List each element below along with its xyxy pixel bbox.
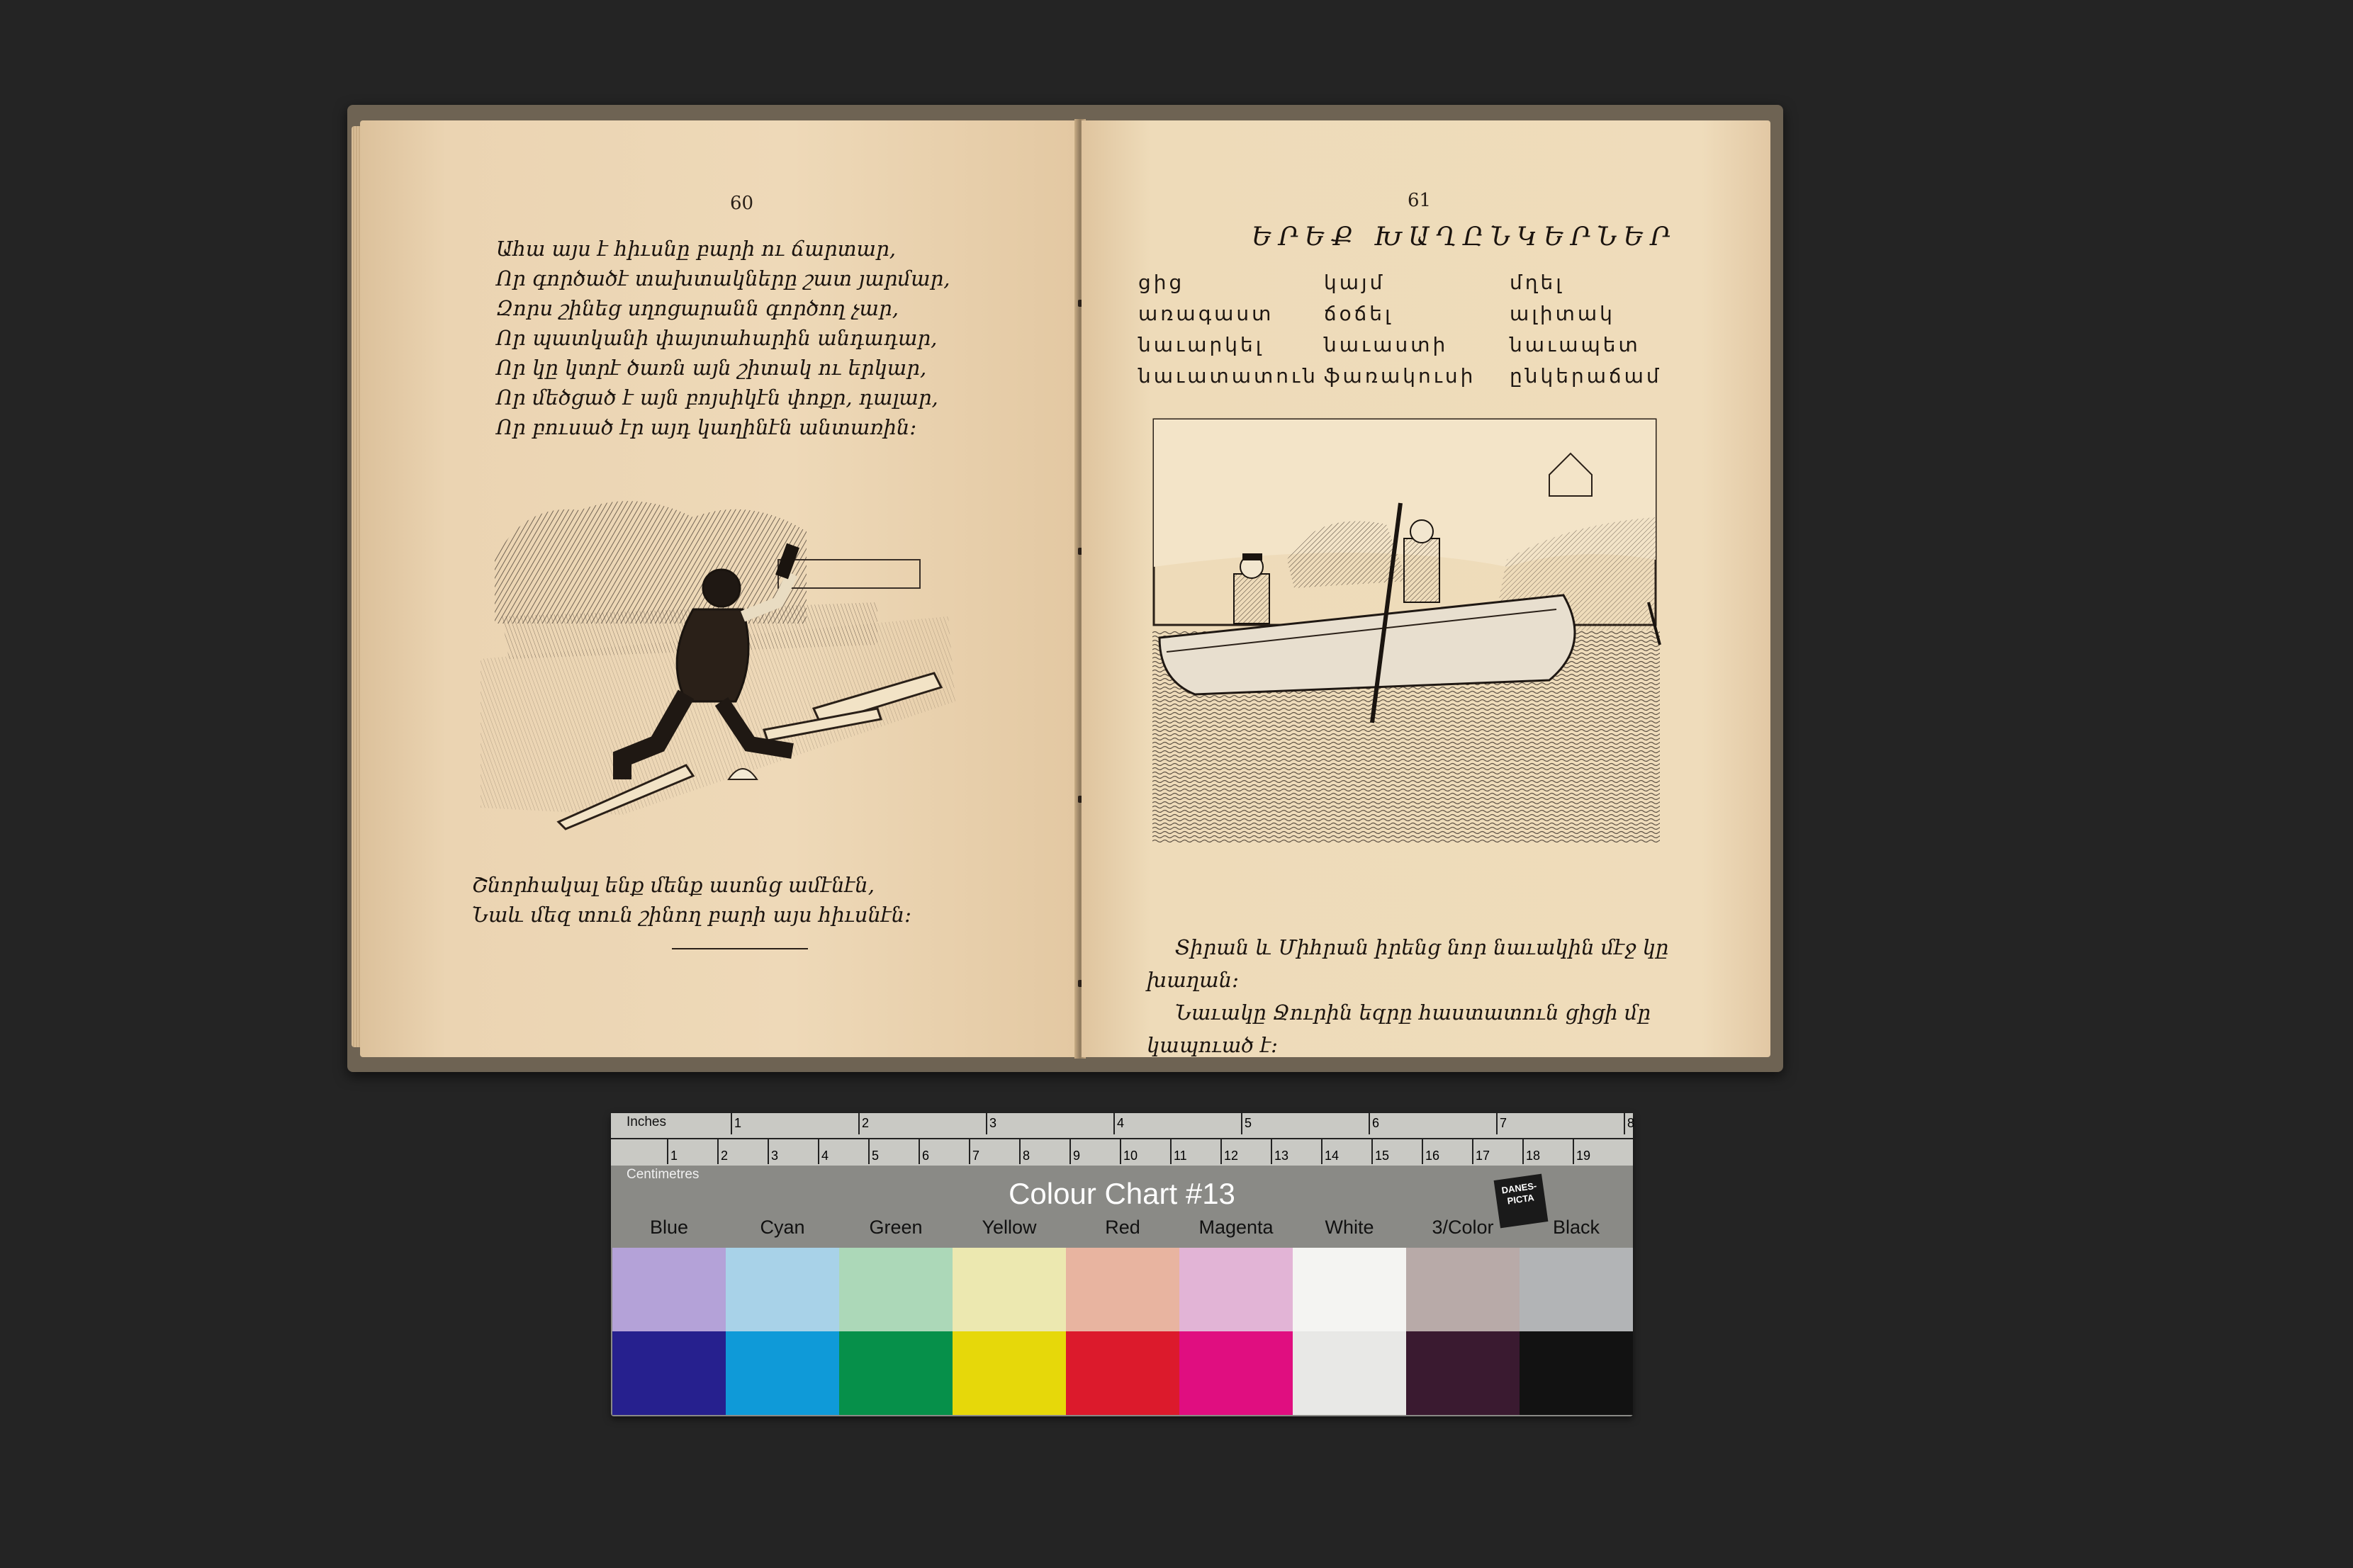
carpenter-illustration [481,475,977,822]
vocab-word: նաւաստի [1324,333,1449,356]
cm-label: 5 [872,1149,880,1163]
poem-line: Որ կը կտրէ ծառն այն շիտակ ու երկար, [496,356,927,380]
swatch-light [1179,1248,1293,1331]
right-page [1082,120,1770,1057]
vocab-word: ցից [1138,271,1185,294]
swatch-label: Blue [649,1217,689,1238]
swatch-label: Cyan [760,1217,805,1238]
closing-line: Շնորհակալ ենք մենք ասոնց ամէնէն, [472,873,875,897]
boat-illustration [1152,418,1660,843]
cm-label: 8 [1023,1149,1031,1163]
inch-label: 1 [734,1116,742,1130]
left-page [360,120,1079,1057]
cm-label: 1 [670,1149,678,1163]
inch-label: 2 [862,1116,870,1130]
vocab-word: ընկերաճամ [1510,364,1662,388]
swatch-light [1293,1248,1406,1331]
centimetres-label: Centimetres [627,1167,700,1182]
poem-line: Որ մեծցած է այն բոյսիկէն փոքր, դալար, [496,385,938,410]
swatch-label: 3/Color [1432,1217,1494,1238]
cm-label: 2 [721,1149,729,1163]
story-line: Տիրան և Միհրան իրենց նոր նաւակին մէջ կը [1175,935,1669,959]
swatch-light [953,1248,1066,1331]
swatch-dark [1406,1331,1520,1415]
page-number-right: 61 [1408,190,1432,211]
vocab-word: մղել [1510,271,1564,294]
closing-line: Նաև մեզ տուն շինող բարի այս հիւսնէն։ [472,903,911,927]
cm-label: 9 [1073,1149,1081,1163]
swatch-label: Red [1105,1217,1140,1238]
story-line: կապուած է։ [1147,1033,1279,1057]
swatch-label: Magenta [1198,1217,1274,1238]
vocab-word: առագաստ [1138,302,1274,325]
swatch-light [1520,1248,1633,1331]
swatch-dark [612,1331,726,1415]
swatch-dark [1520,1331,1633,1415]
vocabulary-grid [1138,269,1666,390]
swatch-dark [839,1331,953,1415]
inch-label: 4 [1117,1116,1125,1130]
ruler [611,1113,1635,1182]
cm-label: 18 [1526,1149,1541,1163]
vocab-word: նաւապետ [1510,333,1641,356]
vocab-word: նաւարկել [1138,333,1264,356]
poem-line: Որ պատկանի փայտահարին անդադար, [496,326,938,350]
cm-label: 6 [922,1149,930,1163]
colour-chart [611,1113,1633,1416]
cm-label: 11 [1174,1149,1187,1163]
swatch-dark [1066,1331,1179,1415]
cm-label: 19 [1576,1149,1591,1163]
swatch-dark [1293,1331,1406,1415]
cm-label: 12 [1224,1149,1239,1163]
inches-label: Inches [627,1115,666,1129]
swatch-label: White [1325,1217,1374,1238]
vocab-word: նաւատատուն [1138,364,1318,388]
cm-label: 10 [1123,1149,1138,1163]
cm-label: 17 [1476,1149,1490,1163]
vocab-word: կայմ [1324,271,1386,294]
cm-label: 15 [1375,1149,1390,1163]
chart-title: Colour Chart #13 [1009,1177,1235,1210]
swatch-label: Green [869,1217,923,1238]
page-number-left: 60 [730,193,754,214]
swatch-light [726,1248,839,1331]
story-line: Նաւակը Ջուրին եզրը հաստատուն ցիցի մը [1175,1000,1651,1025]
poem-line: Որ գործածէ տախտակները շատ յարմար, [496,266,950,291]
swatch-dark [1179,1331,1293,1415]
inch-label: 7 [1500,1116,1507,1130]
end-rule [672,948,808,949]
poem-line: Զորս շինեց սղոցարանն գործող չար, [496,296,899,320]
open-book [347,105,1783,1072]
cm-label: 14 [1325,1149,1340,1163]
inch-label: 5 [1245,1116,1252,1130]
inch-label: 6 [1372,1116,1380,1130]
inch-label: 3 [989,1116,997,1130]
swatch-dark [953,1331,1066,1415]
cm-label: 13 [1274,1149,1289,1163]
swatch-dark [726,1331,839,1415]
lesson-heading: ԵՐԵՔ ԽԱՂԸՆԿԵՐՆԵՐ [1252,222,1677,252]
swatch-light [839,1248,953,1331]
swatch-light [1066,1248,1179,1331]
vocab-word: ճօճել [1324,302,1393,325]
danes-picta-logo: DANES-PICTA [1494,1174,1549,1229]
cm-label: 4 [821,1149,829,1163]
poem-line: Ահա այս է հիւսնը բարի ու ճարտար, [496,237,896,261]
cm-label: 3 [771,1149,779,1163]
story-line: խաղան։ [1147,968,1239,992]
vocab-word: ֆառակուսի [1324,364,1476,388]
cm-label: 16 [1425,1149,1440,1163]
swatch-label: Black [1552,1217,1600,1238]
inch-label: 8 [1627,1116,1635,1130]
swatch-label: Yellow [982,1217,1037,1238]
poem-line: Որ բուսած էր այդ կաղինէն անտառին։ [496,415,917,439]
cm-label: 7 [972,1149,980,1163]
vocab-word: ալիտակ [1510,302,1615,325]
swatch-light [1406,1248,1520,1331]
ruler-ticks [611,1113,1633,1166]
swatch-light [612,1248,726,1331]
